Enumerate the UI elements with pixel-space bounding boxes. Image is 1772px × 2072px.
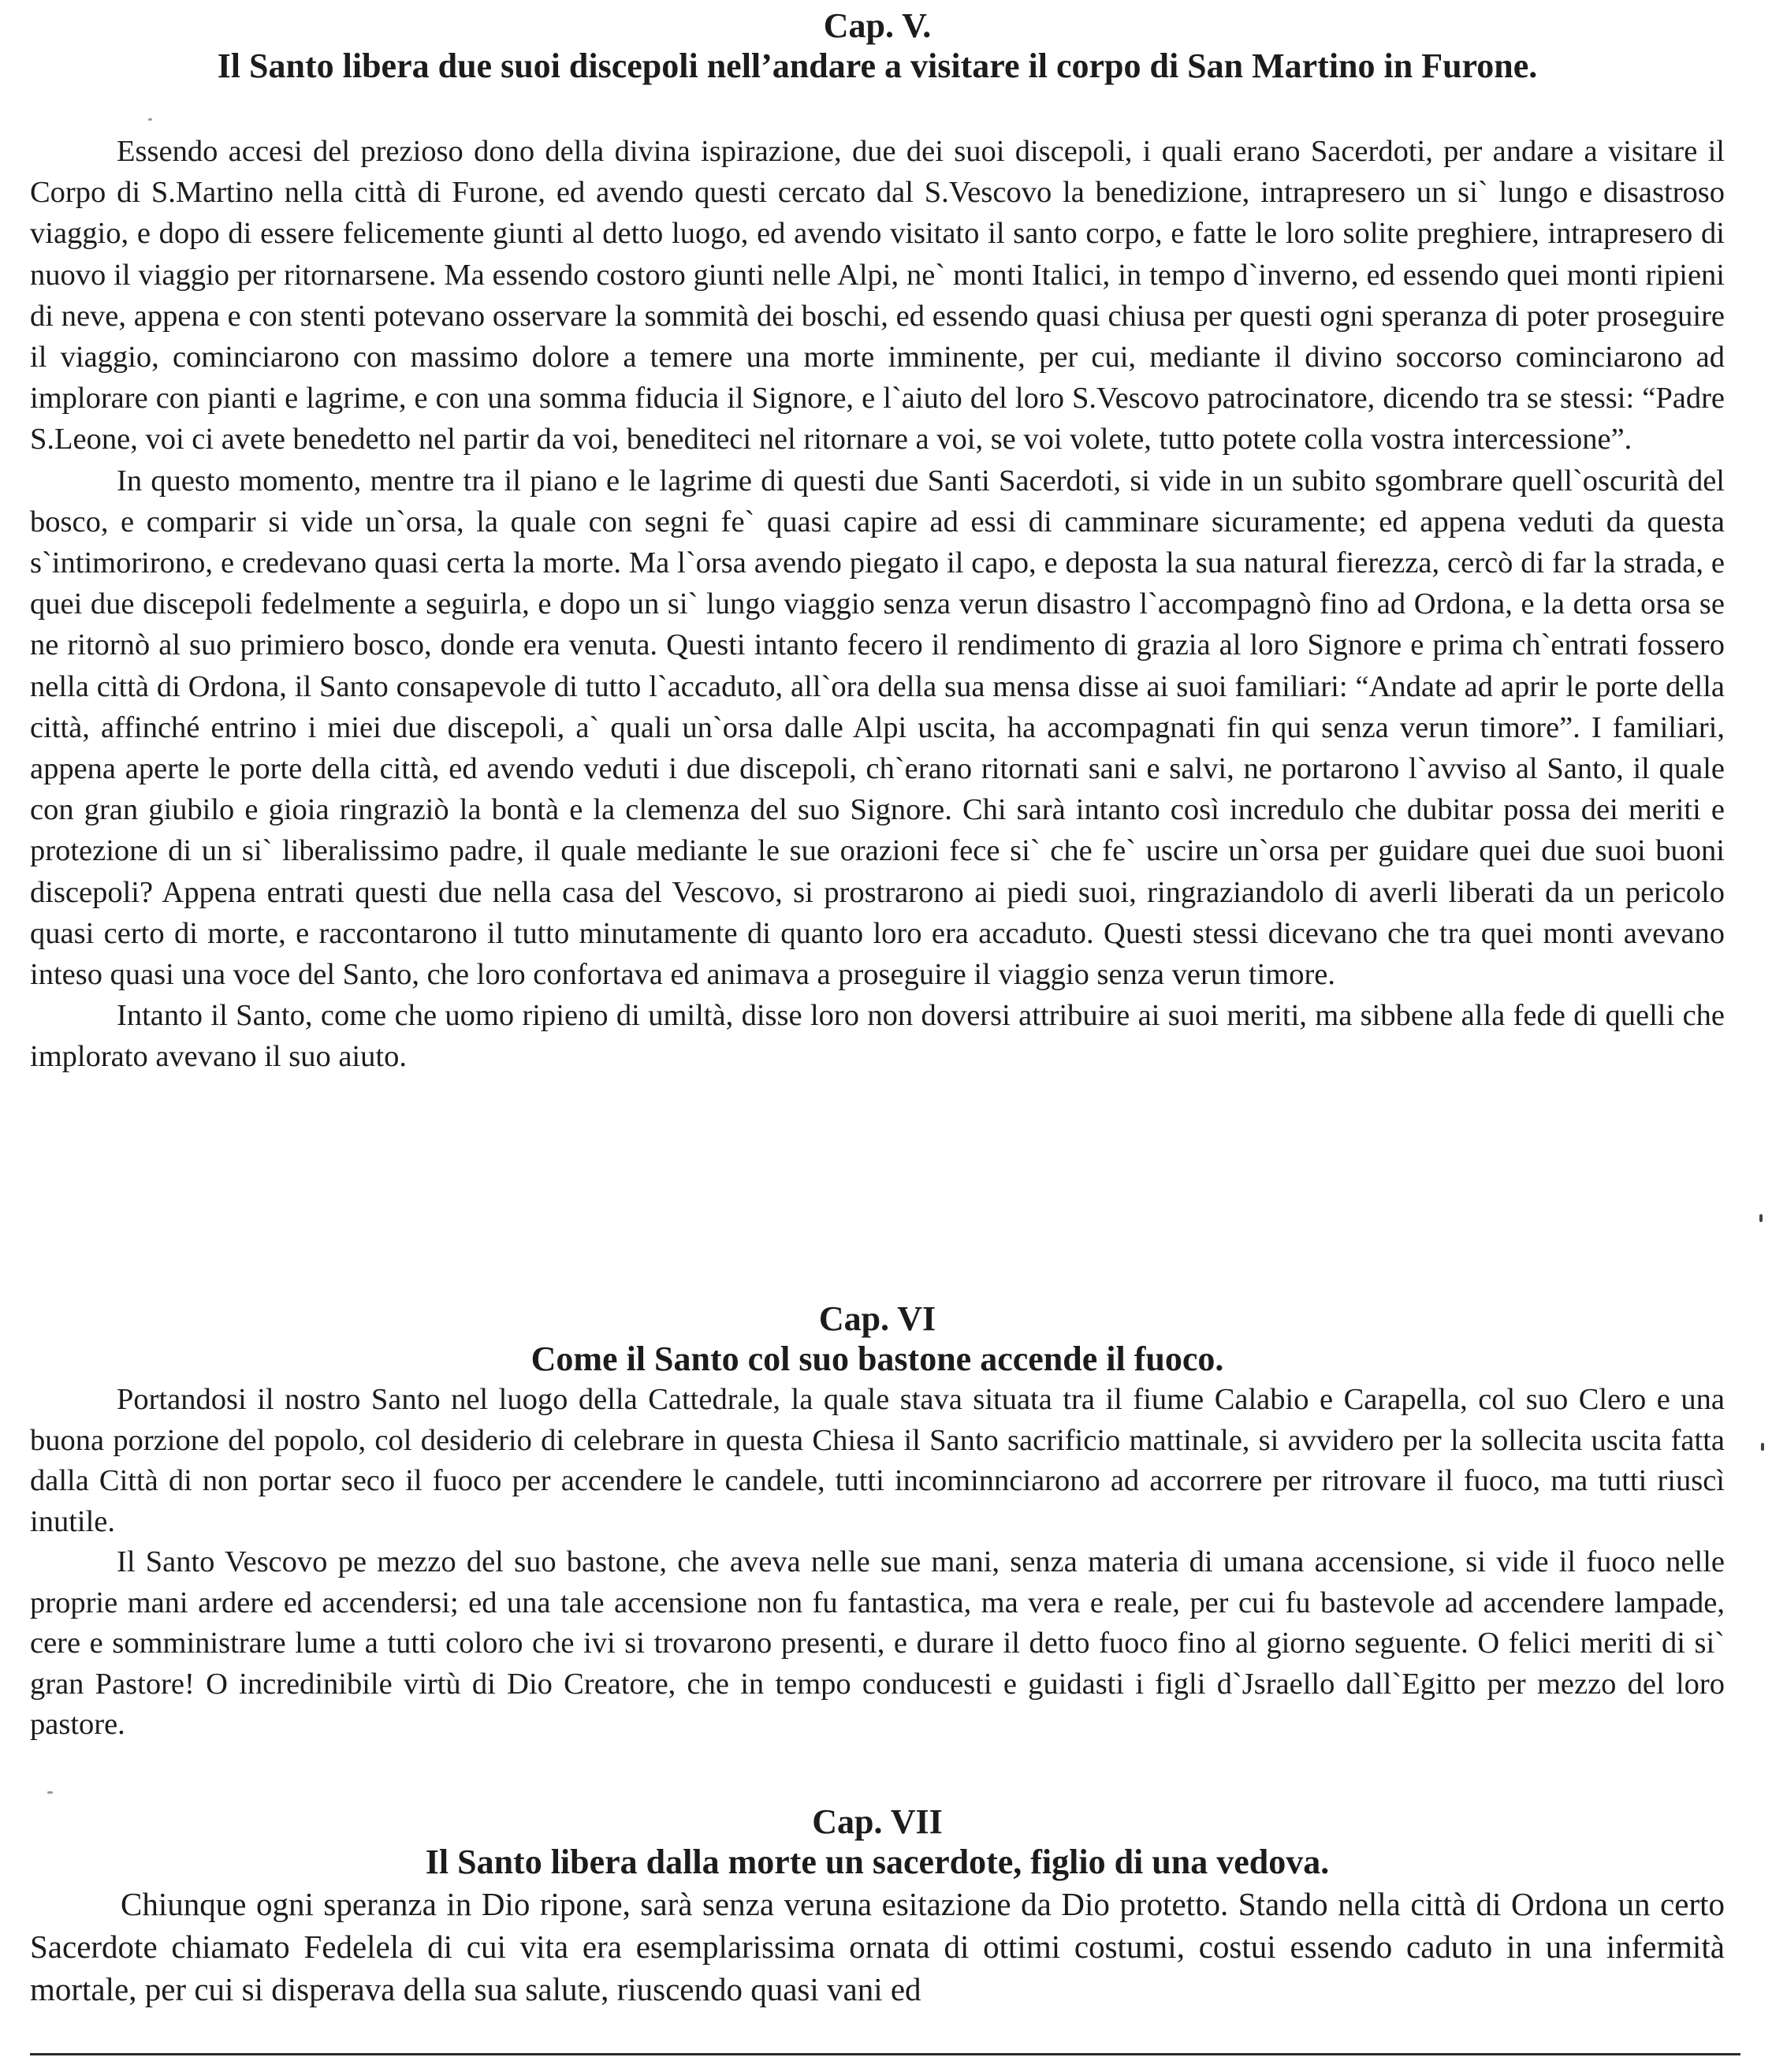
paragraph: Chiunque ogni speranza in Dio ripone, sarà senza veruna esitazione da Dio protetto. Stando nella città di Ordona un certo Sacerdote chiamato Fedelela di cui vita era esemplarissima ornata di ottimi costumi, costui essendo caduto in una infermità mortale, per cui si disperava della sua salute, riuscendo quasi vani ed xyxy=(30,1886,1725,2007)
chapter-5 xyxy=(30,6,1725,1078)
paragraph: Intanto il Santo, come che uomo ripieno di umiltà, disse loro non doversi attribuire ai suoi meriti, ma sibbene alla fede di quelli che implorato avevano il suo aiuto. xyxy=(30,999,1725,1074)
scan-speck xyxy=(148,118,152,121)
chapter-6 xyxy=(30,1299,1725,1746)
scan-speck xyxy=(1759,1214,1763,1222)
chapter-7 xyxy=(30,1802,1725,2011)
scan-speck xyxy=(47,1791,53,1794)
chapter-number: Cap. V. xyxy=(823,6,932,45)
chapter-title: Come il Santo col suo bastone accende il fuoco. xyxy=(530,1340,1224,1378)
paragraph: Essendo accesi del prezioso dono della divina ispirazione, due dei suoi discepoli, i quali erano Sacerdoti, per andare a visitare il Corpo di S.Martino nella città di Furone, ed avendo questi cercato dal S.Vescovo la benedizione, intrapresero un si` lungo e disastroso viaggio, e dopo di essere felicemente giunti al detto luogo, ed avendo visitato il santo corpo, e fatte le loro solite preghiere, intrapresero di nuovo il viaggio per ritornarsene. Ma essendo costoro giunti nelle Alpi, ne` monti Italici, in tempo d`inverno, ed essendo quei monti ripieni di neve, appena e con stenti potevano osservare la sommità dei boschi, ed essendo quasi chiusa per questi ogni speranza di poter proseguire il viaggio, cominciarono con massimo dolore a temere una morte imminente, per cui, mediante il divino soccorso cominciarono ad implorare con pianti e lagrime, e con una somma fiducia il Signore, e l`aiuto del loro S.Vescovo patrocinatore, dicendo tra se stessi: “Padre S.Leone, voi ci avete benedetto nel partir da voi, benediteci nel ritornare a voi, se voi volete, tutto potete colla vostra intercessione”. xyxy=(30,135,1725,457)
chapter-number: Cap. VII xyxy=(812,1802,943,1841)
paragraph: Il Santo Vescovo pe mezzo del suo bastone, che aveva nelle sue mani, senza materia di umana accensione, si vide il fuoco nelle proprie mani ardere ed accendersi; ed una tale accensione non fu fantastica, ma vera e reale, per cui fu bastevole ad accendere lampade, cere e somministrare lume a tutti coloro che ivi si trovarono presenti, e durare il detto fuoco fino al giorno seguente. O felici meriti di si` gran Pastore! O incredinibile virtù di Dio Creatore, che in tempo conducesti e guidasti i figli d`Jsraello dall`Egitto per mezzo del loro pastore. xyxy=(30,1545,1725,1741)
scan-speck xyxy=(1761,1443,1764,1451)
chapter-title: Il Santo libera due suoi discepoli nell’andare a visitare il corpo di San Martino in Furone. xyxy=(217,47,1538,85)
paragraph: Portandosi il nostro Santo nel luogo della Cattedrale, la quale stava situata tra il fiume Calabio e Carapella, col suo Clero e una buona porzione del popolo, col desiderio di celebrare in questa Chiesa il Santo sacrificio mattinale, si avvidero per la sollecita uscita fatta dalla Città di non portar seco il fuoco per accendere le candele, tutti incominnciarono ad accorrere per ritrovare il fuoco, ma tutti riuscì inutile. xyxy=(30,1383,1725,1538)
chapter-title: Il Santo libera dalla morte un sacerdote, figlio di una vedova. xyxy=(425,1843,1330,1881)
chapter-number: Cap. VI xyxy=(818,1299,936,1338)
paragraph: In questo momento, mentre tra il piano e le lagrime di questi due Santi Sacerdoti, si vide in un subito sgombrare quell`oscurità del bosco, e comparir si vide un`orsa, la quale con segni fe` quasi capire ad essi di camminare sicuramente; ed appena veduti da questa s`intimorirono, e credevano quasi certa la morte. Ma l`orsa avendo piegato il capo, e deposta la sua natural fierezza, cercò di far la strada, e quei due discepoli fedelmente a seguirla, e dopo un si` lungo viaggio senza verun disastro l`accompagnò fino ad Ordona, e la detta orsa se ne ritornò al suo primiero bosco, donde era venuta. Questi intanto fecero il rendimento di grazia al loro Signore e prima ch`entrati fossero nella città di Ordona, il Santo consapevole di tutto l`accaduto, all`ora della sua mensa disse ai suoi familiari: “Andate ad aprir le porte della città, affinché entrino i miei due discepoli, a` quali un`orsa dalle Alpi uscita, ha accompagnati fin qui senza verun timore”. I familiari, appena aperte le porte della città, ed avendo veduti i due discepoli, ch`erano ritornati sani e salvi, ne portarono l`avviso al Santo, il quale con gran giubilo e gioia ringraziò la bontà e la clemenza del suo Signore. Chi sarà intanto così incredulo che dubitar possa dei meriti e protezione di un si` liberalissimo padre, il quale mediante le sue orazioni fece si` che fe` uscire un`orsa per guidare quei due suoi buoni discepoli? Appena entrati questi due nella casa del Vescovo, si prostrarono ai piedi suoi, ringraziandolo di averli liberati da un pericolo quasi certo di morte, e raccontarono il tutto minutamente di quanto loro era accaduto. Questi stessi dicevano che tra quei monti avevano inteso quasi una voce del Santo, che loro confortava ed animava a proseguire il viaggio senza verun timore. xyxy=(30,464,1725,992)
bottom-rule xyxy=(30,2053,1740,2055)
